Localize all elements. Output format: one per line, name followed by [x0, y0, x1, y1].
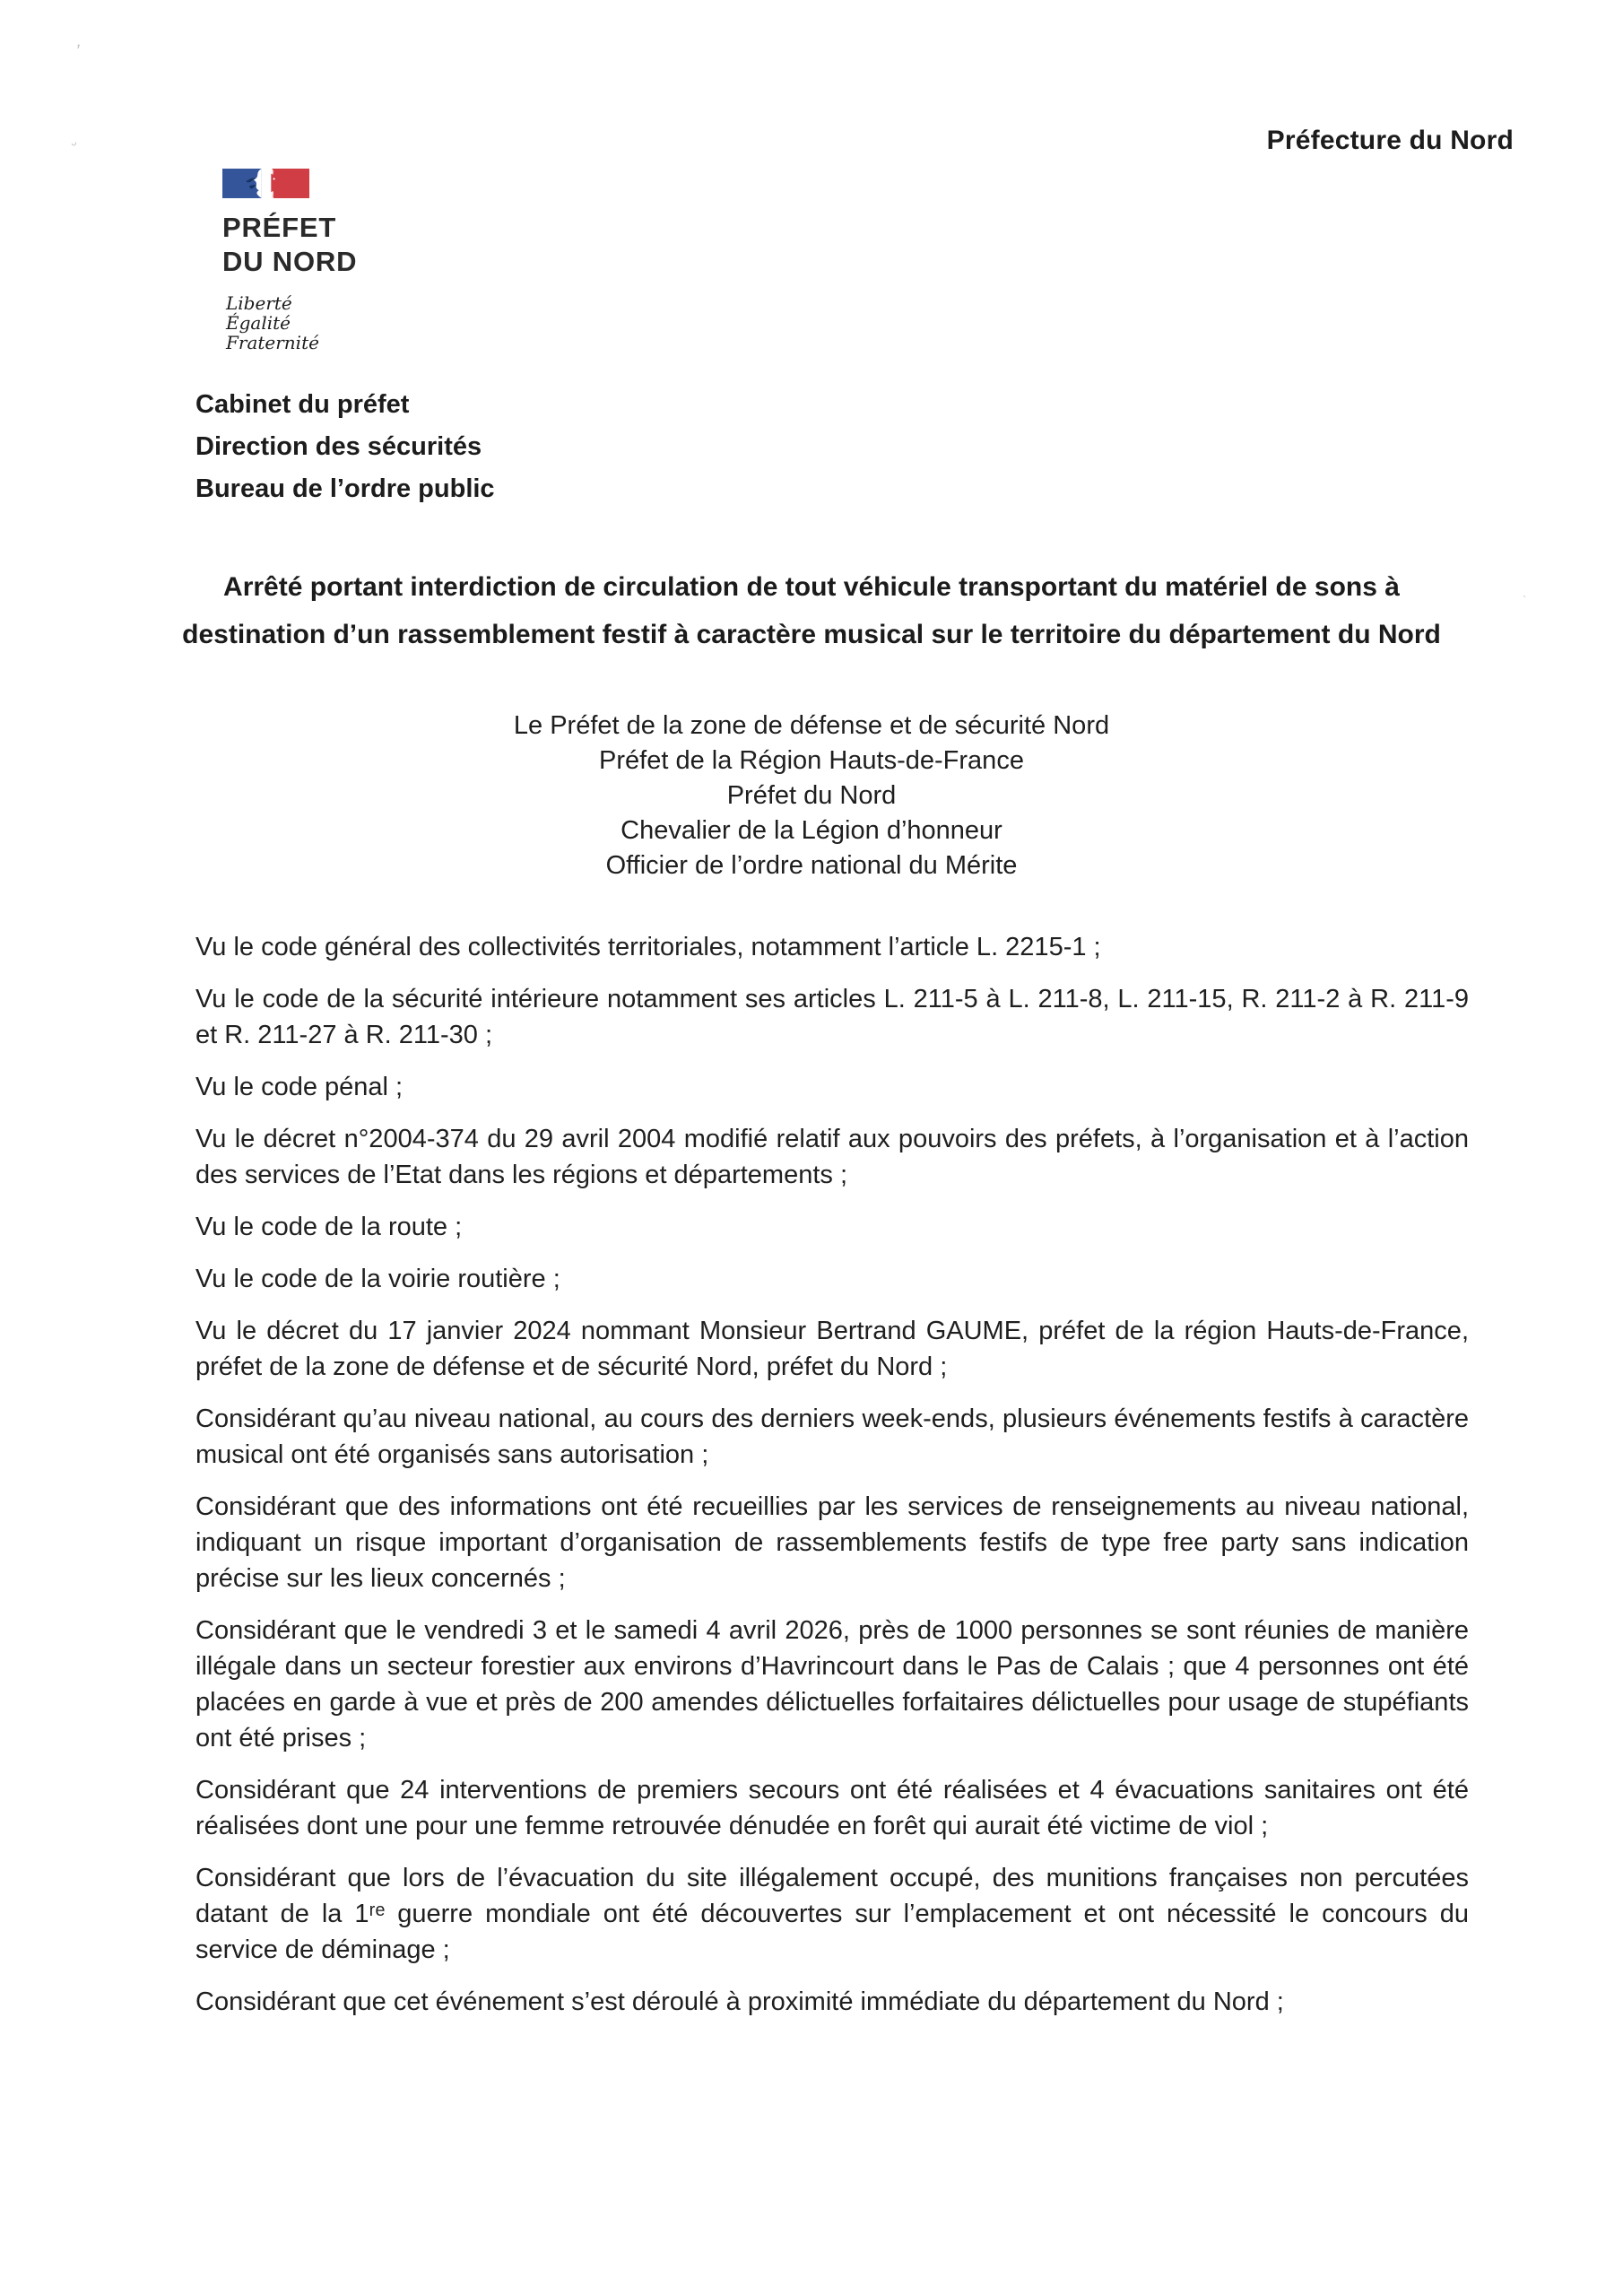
motto-liberte: Liberté	[226, 292, 292, 314]
authority-line: Officier de l’ordre national du Mérite	[605, 851, 1018, 880]
motto-fraternite: Fraternité	[226, 332, 319, 353]
paragraph-vu-6: Vu le code de la voirie routière ;	[195, 1265, 560, 1293]
paragraph-vu-3: Vu le code pénal ;	[195, 1073, 404, 1101]
paragraph-vu-7: Vu le décret du 17 janvier 2024 nommant Monsieur Bertrand GAUME, préfet de la région Hauts-de-France, préfet de la zone de défense et de sécurité Nord, préfet du Nord ;	[195, 1317, 1469, 1381]
authority-block	[175, 709, 1448, 883]
marianne-flag-icon	[222, 169, 309, 198]
motto-egalite: Égalité	[226, 312, 291, 334]
wordmark-line1: PRÉFET	[222, 212, 337, 243]
document-body	[195, 929, 1469, 2036]
paragraph-considerant-2: Considérant que des informations ont été recueillies par les services de renseignements au niveau national, indiquant un risque important d’organisation de rassemblements festifs de type free party sans indication précise sur les lieux concernés ;	[195, 1492, 1469, 1593]
paragraph-vu-1: Vu le code général des collectivités territoriales, notamment l’article L. 2215-1 ;	[195, 933, 1101, 961]
scan-artifact: ᵕ	[69, 136, 80, 153]
republic-logo-block	[222, 169, 545, 352]
service-line-cabinet: Cabinet du préfet	[195, 390, 410, 419]
paragraph-considerant-3: Considérant que le vendredi 3 et le samedi 4 avril 2026, près de 1000 personnes se sont réunies de manière illégale dans un secteur forestier aux environs d’Havrincourt dans le Pas de Calais ; que 4 personnes ont été placées en garde à vue et près de 200 amendes délictuelles forfaitaires délictuelles pour usage de stupéfiants ont été prises ;	[195, 1616, 1469, 1752]
paragraph-considerant-6: Considérant que cet événement s’est déroulé à proximité immédiate du département du Nord ;	[195, 1987, 1284, 2016]
paragraph-considerant-4: Considérant que 24 interventions de premiers secours ont été réalisées et 4 évacuations sanitaires ont été réalisées dont une pour une femme retrouvée dénudée en forêt qui aurait été victime de viol ;	[195, 1776, 1469, 1840]
authority-line: Chevalier de la Légion d’honneur	[621, 816, 1002, 845]
paragraph-vu-5: Vu le code de la route ;	[195, 1213, 463, 1241]
scan-artifact: ˎ	[1523, 583, 1527, 597]
paragraph-vu-2: Vu le code de la sécurité intérieure notamment ses articles L. 211-5 à L. 211-8, L. 211-15, R. 211-2 à R. 211-9 et R. 211-27 à R. 211-30 ;	[195, 985, 1469, 1049]
paragraph-vu-4: Vu le décret n°2004-374 du 29 avril 2004 modifié relatif aux pouvoirs des préfets, à l’organisation et à l’action des services de l’Etat dans les régions et départements ;	[195, 1125, 1469, 1189]
scan-artifact: ʼ	[73, 41, 82, 63]
service-line-bureau: Bureau de l’ordre public	[195, 474, 495, 503]
authority-line: Préfet de la Région Hauts-de-France	[599, 746, 1024, 775]
authority-line: Le Préfet de la zone de défense et de sécurité Nord	[513, 711, 1110, 740]
wordmark-line2: DU NORD	[222, 246, 358, 277]
republic-motto	[226, 293, 545, 352]
issuing-service-block	[195, 384, 495, 510]
prefet-wordmark	[222, 211, 545, 279]
authority-line: Préfet du Nord	[726, 781, 897, 810]
document-title: Arrêté portant interdiction de circulation de tout véhicule transportant du matériel de sons à destination d’un rassemblement festif à caractère musical sur le territoire du département du Nord	[182, 572, 1441, 649]
paragraph-considerant-1: Considérant qu’au niveau national, au cours des derniers week-ends, plusieurs événements festifs à caractère musical ont été organisés sans autorisation ;	[195, 1405, 1469, 1469]
prefecture-header: Préfecture du Nord	[1266, 126, 1514, 155]
service-line-direction: Direction des sécurités	[195, 432, 482, 461]
paragraph-considerant-5: Considérant que lors de l’évacuation du site illégalement occupé, des munitions françaises non percutées datant de la 1ʳᵉ guerre mondiale ont été découvertes sur l’emplacement et ont nécessité le concours du service de déminage ;	[195, 1864, 1469, 1964]
